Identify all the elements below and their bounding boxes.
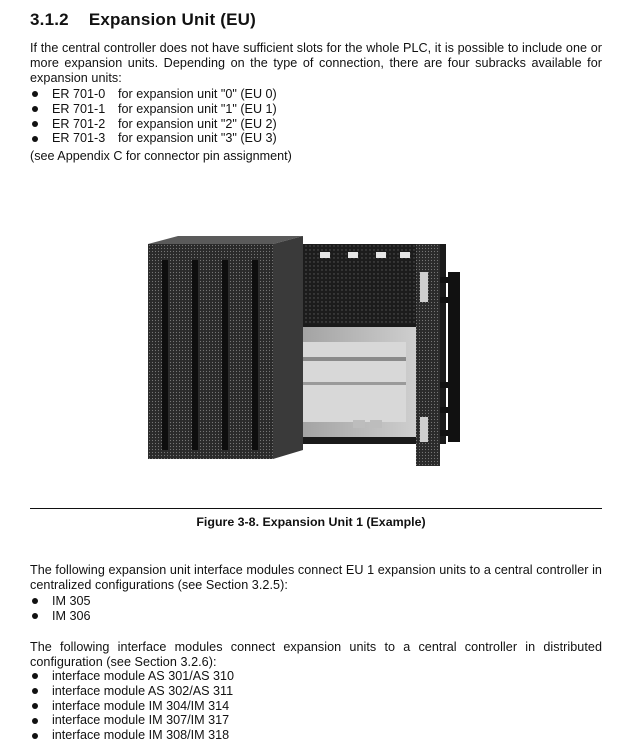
centralized-module-list: [30, 594, 91, 624]
module-name: IM 305: [52, 594, 91, 608]
distributed-paragraph: The following interface modules connect expansion units to a central controller in distributed configuration (see Section 3.2.6):: [30, 640, 602, 669]
list-item: [30, 684, 234, 699]
bullet-icon: [32, 598, 38, 604]
appendix-note: (see Appendix C for connector pin assignment): [30, 149, 292, 163]
subrack-code: ER 701-3: [52, 131, 106, 146]
subrack-description: for expansion unit "3" (EU 3): [118, 131, 277, 146]
centralized-paragraph: The following expansion unit interface modules connect EU 1 expansion units to a central controller in centralized configurations (see Section 3.2.5):: [30, 563, 602, 592]
intro-paragraph: If the central controller does not have sufficient slots for the whole PLC, it is possible to include one or more expansion units. Depending on the type of connection, there are four subracks available for expansion units:: [30, 41, 602, 85]
bullet-icon: [32, 121, 38, 127]
subrack-description: for expansion unit "0" (EU 0): [118, 87, 277, 101]
section-title: Expansion Unit (EU): [88, 10, 257, 29]
list-item: [30, 713, 234, 728]
bullet-icon: [32, 703, 38, 709]
module-name: IM 306: [52, 608, 91, 623]
module-name: interface module AS 301/AS 310: [52, 669, 235, 683]
figure-caption: Figure 3-8. Expansion Unit 1 (Example): [196, 515, 426, 529]
subrack-code: ER 701-1: [52, 101, 106, 116]
bullet-icon: [32, 733, 38, 739]
bullet-icon: [32, 718, 38, 724]
expansion-unit-photo: [148, 232, 470, 472]
subrack-list: [30, 87, 277, 146]
list-item: [30, 87, 277, 102]
section-number: 3.1.2: [30, 10, 69, 29]
section-heading: [30, 10, 256, 30]
list-item: [30, 131, 277, 146]
list-item: [30, 609, 91, 624]
list-item: [30, 594, 91, 609]
subrack-code: ER 701-2: [52, 116, 106, 131]
list-item: [30, 669, 234, 684]
module-name: interface module AS 302/AS 311: [52, 683, 234, 698]
bullet-icon: [32, 688, 38, 694]
bullet-icon: [32, 106, 38, 112]
bullet-icon: [32, 613, 38, 619]
module-name: interface module IM 307/IM 317: [52, 713, 230, 728]
module-name: interface module IM 308/IM 318: [52, 728, 230, 743]
list-item: [30, 102, 277, 117]
list-item: [30, 699, 234, 714]
list-item: [30, 117, 277, 132]
subrack-code: ER 701-0: [52, 87, 106, 101]
subrack-description: for expansion unit "2" (EU 2): [118, 116, 277, 131]
distributed-module-list: [30, 669, 234, 743]
figure-divider: [30, 508, 602, 509]
module-name: interface module IM 304/IM 314: [52, 698, 230, 713]
bullet-icon: [32, 91, 38, 97]
subrack-description: for expansion unit "1" (EU 1): [118, 101, 277, 116]
bullet-icon: [32, 673, 38, 679]
bullet-icon: [32, 136, 38, 142]
list-item: [30, 728, 234, 743]
